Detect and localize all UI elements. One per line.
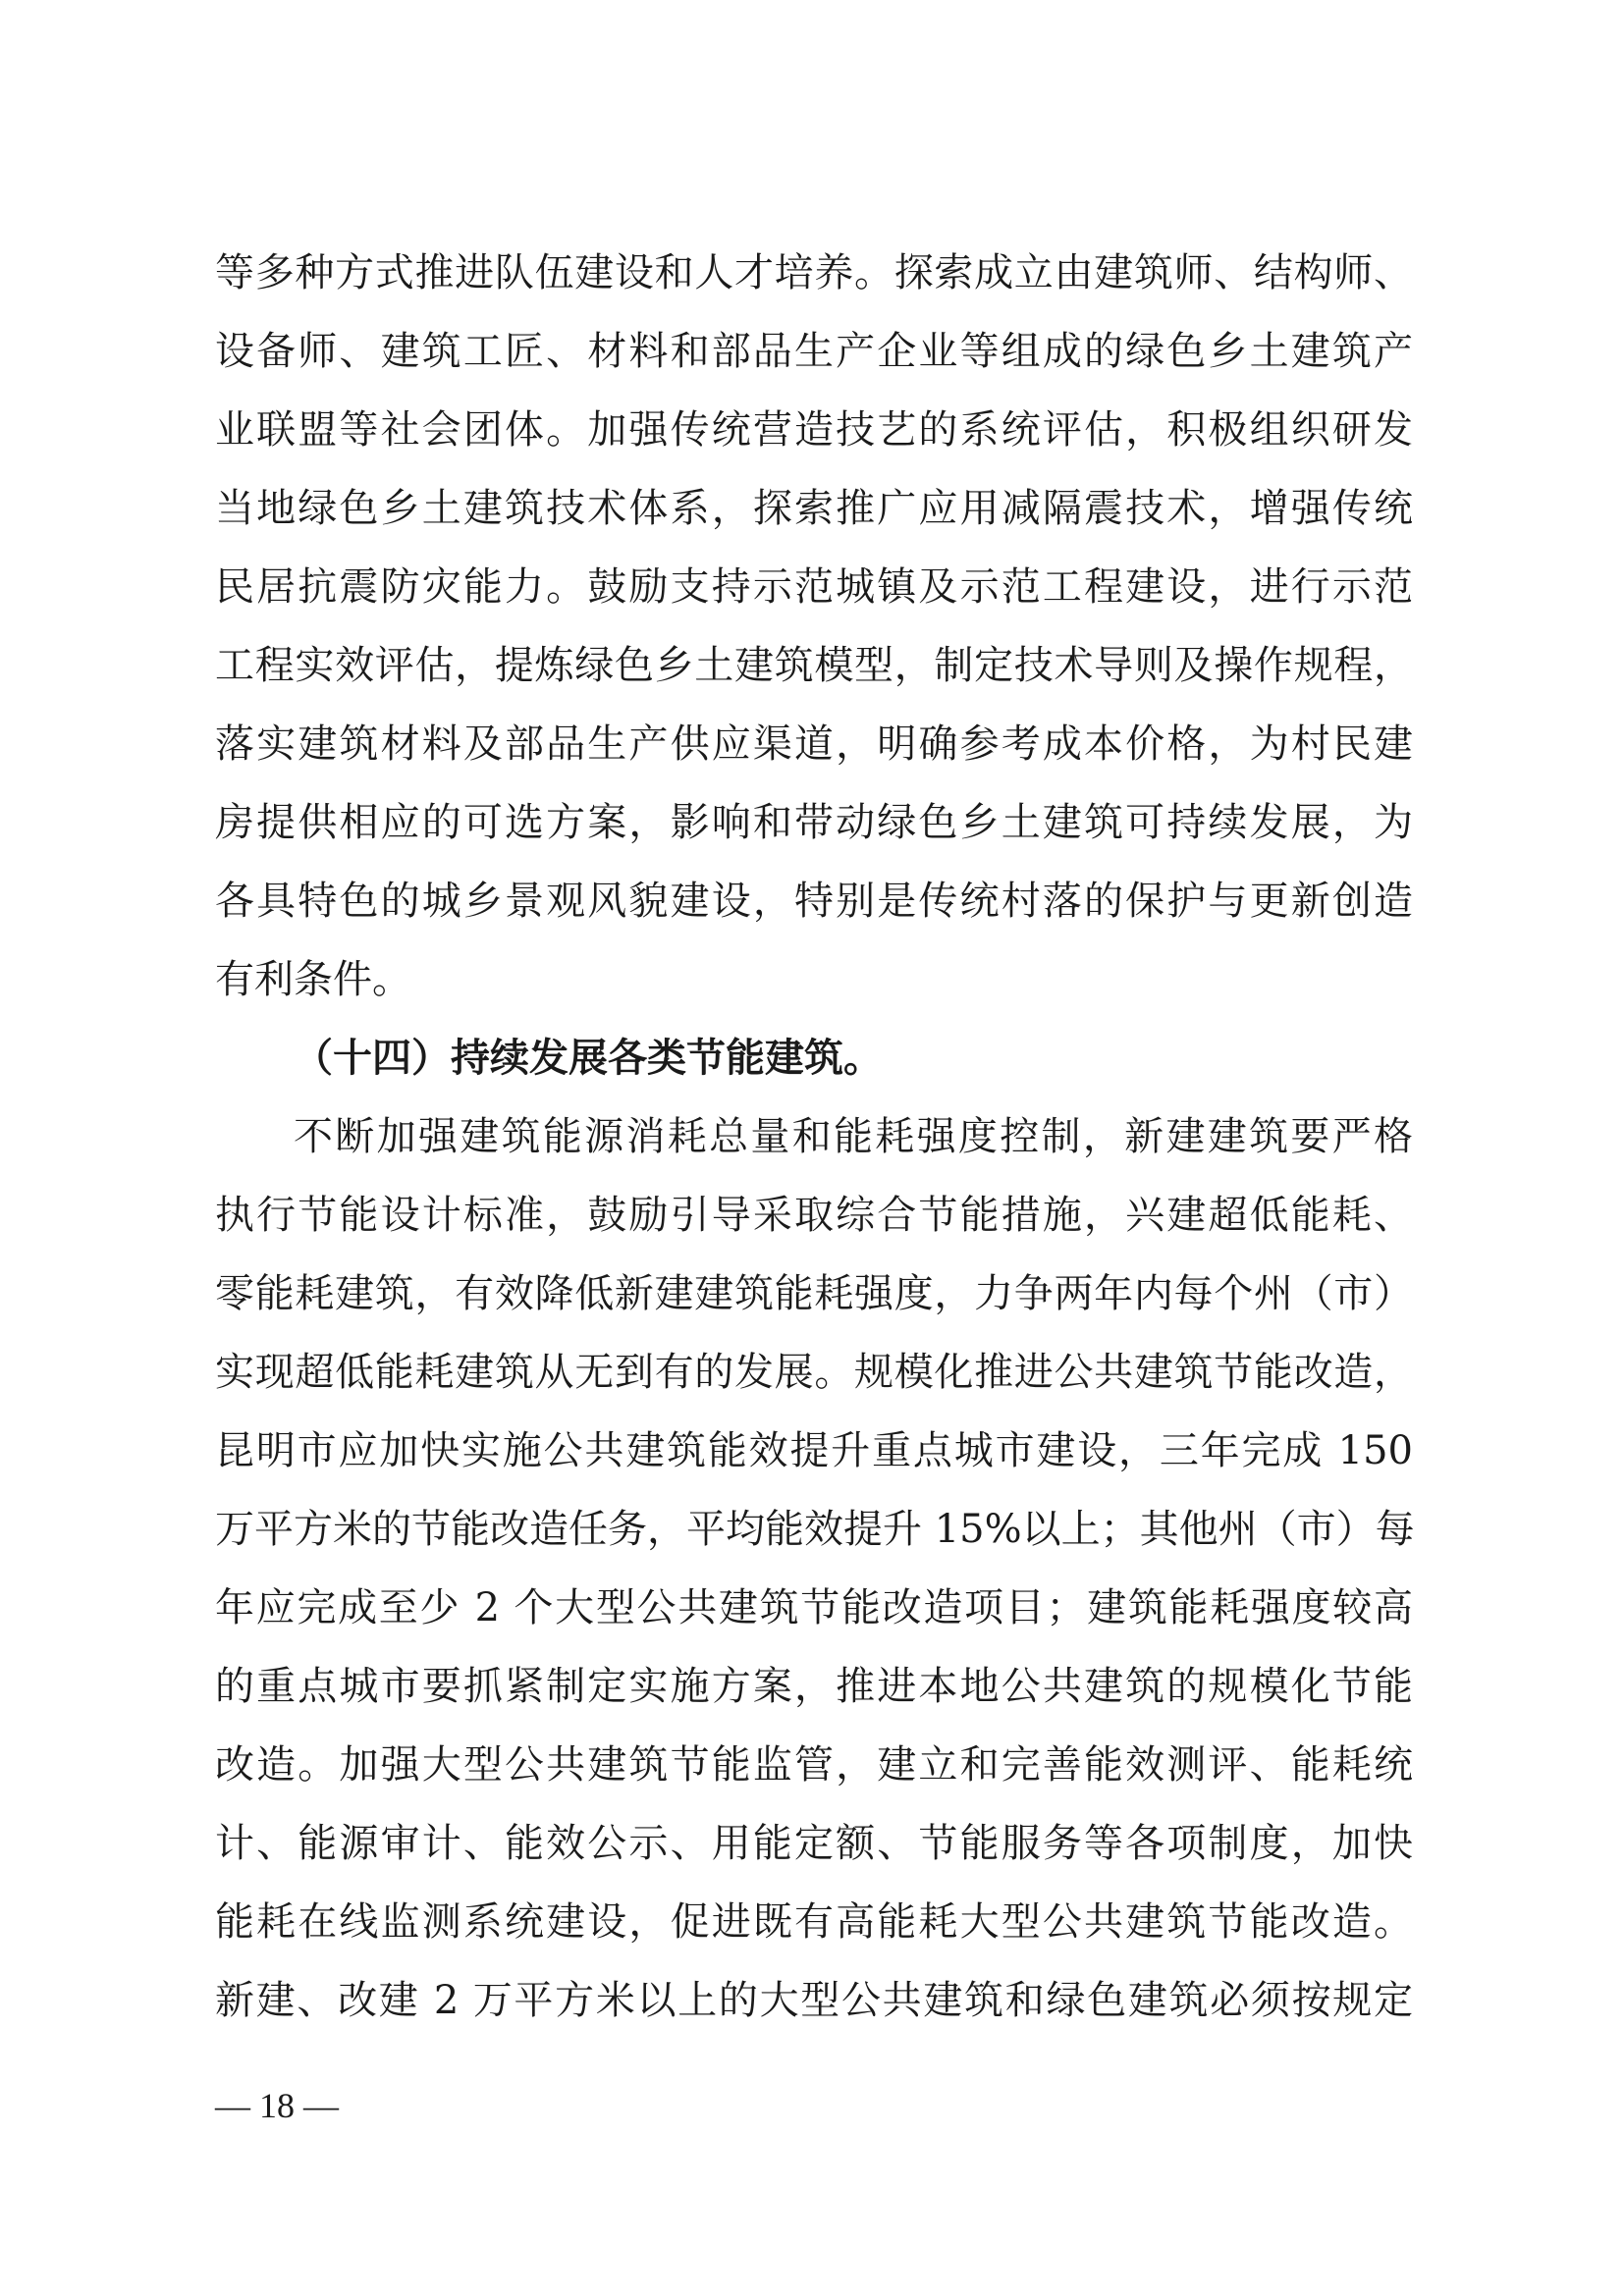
body-line: 能耗在线监测系统建设，促进既有高能耗大型公共建筑节能改造。 [215, 1899, 1413, 1945]
body-line: 落实建筑材料及部品生产供应渠道，明确参考成本价格，为村民建 [215, 721, 1413, 767]
body-line: 房提供相应的可选方案，影响和带动绿色乡土建筑可持续发展，为 [215, 800, 1413, 845]
body-line: 设备师、建筑工匠、材料和部品生产企业等组成的绿色乡土建筑产 [215, 329, 1413, 374]
body-line: 昆明市应加快实施公共建筑能效提升重点城市建设，三年完成 150 [215, 1428, 1413, 1473]
body-line: 不断加强建筑能源消耗总量和能耗强度控制，新建建筑要严格 [294, 1114, 1413, 1159]
body-line: 有利条件。 [215, 957, 411, 1002]
body-line: 当地绿色乡土建筑技术体系，探索推广应用减隔震技术，增强传统 [215, 486, 1413, 531]
body-line: 万平方米的节能改造任务，平均能效提升 15%以上；其他州（市）每 [215, 1507, 1415, 1552]
body-line: 的重点城市要抓紧制定实施方案，推进本地公共建筑的规模化节能 [215, 1664, 1413, 1709]
body-line: 工程实效评估，提炼绿色乡土建筑模型，制定技术导则及操作规程， [215, 643, 1413, 688]
body-line: 实现超低能耗建筑从无到有的发展。规模化推进公共建筑节能改造， [215, 1350, 1413, 1395]
body-line: 执行节能设计标准，鼓励引导采取综合节能措施，兴建超低能耗、 [215, 1193, 1413, 1238]
section-heading: （十四）持续发展各类节能建筑。 [294, 1035, 883, 1081]
body-line: 计、能源审计、能效公示、用能定额、节能服务等各项制度，加快 [215, 1821, 1413, 1866]
body-line: 零能耗建筑，有效降低新建建筑能耗强度，力争两年内每个州（市） [215, 1271, 1413, 1316]
body-line: 新建、改建 2 万平方米以上的大型公共建筑和绿色建筑必须按规定 [215, 1978, 1413, 2023]
page-number: — 18 — [215, 2086, 339, 2125]
body-line: 业联盟等社会团体。加强传统营造技艺的系统评估，积极组织研发 [215, 407, 1413, 453]
body-line: 改造。加强大型公共建筑节能监管，建立和完善能效测评、能耗统 [215, 1742, 1413, 1788]
body-line: 等多种方式推进队伍建设和人才培养。探索成立由建筑师、结构师、 [215, 250, 1413, 295]
body-line: 各具特色的城乡景观风貌建设，特别是传统村落的保护与更新创造 [215, 879, 1413, 924]
body-line: 年应完成至少 2 个大型公共建筑节能改造项目；建筑能耗强度较高 [215, 1585, 1413, 1630]
body-line: 民居抗震防灾能力。鼓励支持示范城镇及示范工程建设，进行示范 [215, 564, 1413, 610]
